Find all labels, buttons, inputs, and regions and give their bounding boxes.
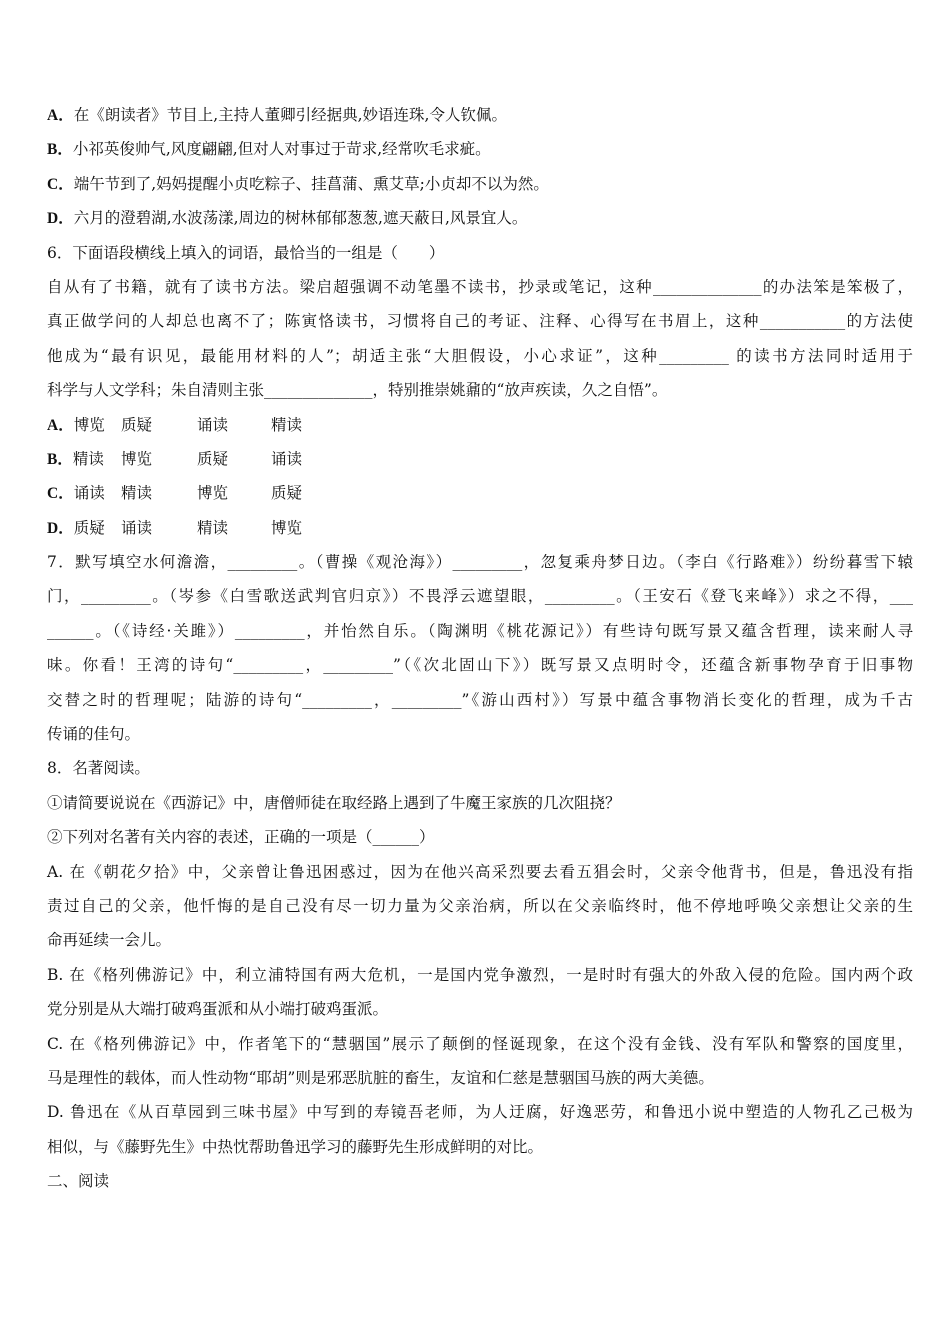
option-letter: A．: [47, 416, 74, 434]
document-page: [47, 98, 913, 1199]
q7-line: 7．默写填空水何澹澹，_________。（曹操《观沧海》）_________，忽复乘舟梦日边。（李白《行路难》）纷纷暮雪下辕: [47, 553, 913, 572]
q8-option-d-line: D. 鲁迅在《从百草园到三味书屋》中写到的寿镜吾老师，为人迂腐，好逸恶劳，和鲁迅小说中塑造的人物孔乙己极为: [47, 1103, 913, 1122]
q8-option-b-line: B. 在《格列佛游记》中，利立浦特国有两大危机，一是国内党争激烈，一是时时有强大的外敌入侵的危险。国内两个政: [47, 965, 913, 984]
option-word: 精读: [121, 484, 153, 503]
option-word: 精读: [72, 449, 104, 468]
option-letter: B．: [47, 450, 73, 468]
option-word: 博览: [73, 415, 105, 434]
q8-title: 8．名著阅读。: [47, 759, 150, 778]
option-word: 诵读: [121, 518, 153, 537]
q7-line: ______。（《诗经·关雎》）_________，并怡然自乐。（陶渊明《桃花源记》）有些诗句既写景又蕴含哲理，读来耐人寻: [47, 621, 913, 640]
option-word: 精读: [197, 518, 229, 537]
option-word: 博览: [197, 484, 229, 503]
q8-option-a-line: 命再延续一会儿。: [47, 931, 172, 950]
q8-option-a-line: A. 在《朝花夕拾》中，父亲曾让鲁迅困惑过，因为在他兴高采烈要去看五猖会时，父亲令他背书，但是，鲁迅没有指: [47, 862, 913, 881]
q8-option-c-line: C. 在《格列佛游记》中，作者笔下的“慧骃国”展示了颠倒的怪诞现象，在这个没有金钱、没有军队和警察的国度里，: [47, 1034, 913, 1053]
q8-option-b-line: 党分别是从大端打破鸡蛋派和从小端打破鸡蛋派。: [47, 1000, 389, 1019]
q5-option-c: [47, 167, 913, 201]
q6-stem: 6．下面语段横线上填入的词语，最恰当的一组是（ ）: [47, 243, 445, 262]
q7-line: 味。你看！王湾的诗句“_________，_________”（《次北固山下》）既写景又点明时令，还蕴含新事物孕育于旧事物: [47, 656, 913, 675]
q8-option-c-line: 马是理性的载体，而人性动物“耶胡”则是邪恶肮脏的畜生，友谊和仁慈是慧骃国马族的两大美德。: [47, 1068, 714, 1087]
option-text: 六月的澄碧湖,水波荡漾,周边的树林郁郁葱葱,遮天蔽日,风景宜人。: [73, 209, 528, 228]
option-word: 质疑: [73, 518, 105, 537]
q6-passage-line: 真正做学问的人却总也离不了；陈寅恪读书，习惯将自己的考证、注释、心得写在书眉上，这种___________的方法使: [47, 312, 913, 331]
option-letter: C．: [47, 485, 74, 503]
q8-option-a-line: 责过自己的父亲，他忏悔的是自己没有尽一切力量为父亲治病，所以在父亲临终时，他不停地呼唤父亲想让父亲的生: [47, 896, 913, 915]
q6-passage-line: 自从有了书籍，就有了读书方法。梁启超强调不动笔墨不读书，抄录或笔记，这种______________的办法笨是笨极了，: [47, 277, 913, 296]
q7-line: 传诵的佳句。: [47, 725, 141, 744]
q5-option-b: [47, 132, 913, 166]
q6-option-a: [47, 408, 913, 442]
option-word: 诵读: [197, 415, 229, 434]
q6-passage-line: 科学与人文学科；朱自清则主张______________，特别推崇姚鼐的“放声疾读，久之自悟”。: [47, 381, 668, 400]
option-letter: B．: [47, 141, 73, 159]
option-word: 诵读: [73, 484, 105, 503]
q7-line: 交替之时的哲理呢；陆游的诗句“_________，_________”《游山西村》）写景中蕴含事物消长变化的哲理，成为千古: [47, 690, 913, 709]
option-letter: D．: [47, 519, 74, 537]
q5-option-a: [47, 98, 913, 132]
option-text: 在《朗读者》节目上,主持人董卿引经据典,妙语连珠,令人钦佩。: [73, 106, 507, 124]
option-word: 诵读: [271, 449, 303, 468]
q8-sub-question-2: ②下列对名著有关内容的表述，正确的一项是（______）: [47, 828, 435, 847]
q6-option-d: [47, 511, 913, 545]
option-word: 质疑: [271, 484, 303, 503]
q6-passage-line: 他成为“最有识见，最能用材料的人”；胡适主张“大胆假设，小心求证”，这种_________ 的读书方法同时适用于: [47, 346, 913, 365]
option-word: 质疑: [197, 449, 229, 468]
section-heading: 二、阅读: [47, 1172, 110, 1191]
option-word: 精读: [271, 415, 303, 434]
option-word: 博览: [271, 518, 303, 537]
option-word: 博览: [121, 449, 153, 468]
q8-option-d-line: 相似，与《藤野先生》中热忱帮助鲁迅学习的藤野先生形成鲜明的对比。: [47, 1137, 544, 1156]
option-letter: D．: [47, 210, 74, 228]
q8-sub-question-1: ①请简要说说在《西游记》中，唐僧师徒在取经路上遇到了牛魔王家族的几次阻挠？: [47, 793, 621, 812]
option-letter: C．: [47, 175, 74, 193]
option-text: 端午节到了,妈妈提醒小贞吃粽子、挂菖蒲、熏艾草;小贞却不以为然。: [73, 174, 549, 193]
option-word: 质疑: [121, 415, 153, 434]
q6-option-c: [47, 476, 913, 510]
q5-option-d: [47, 201, 913, 235]
option-letter: A．: [47, 107, 74, 124]
q7-line: 门，_________。（岑参《白雪歌送武判官归京》）不畏浮云遮望眼，_________。（王安石《登飞来峰》）求之不得，___: [47, 587, 913, 606]
q6-option-b: [47, 442, 913, 476]
option-text: 小祁英俊帅气,风度翩翩,但对人对事过于苛求,经常吹毛求疵。: [72, 140, 491, 159]
